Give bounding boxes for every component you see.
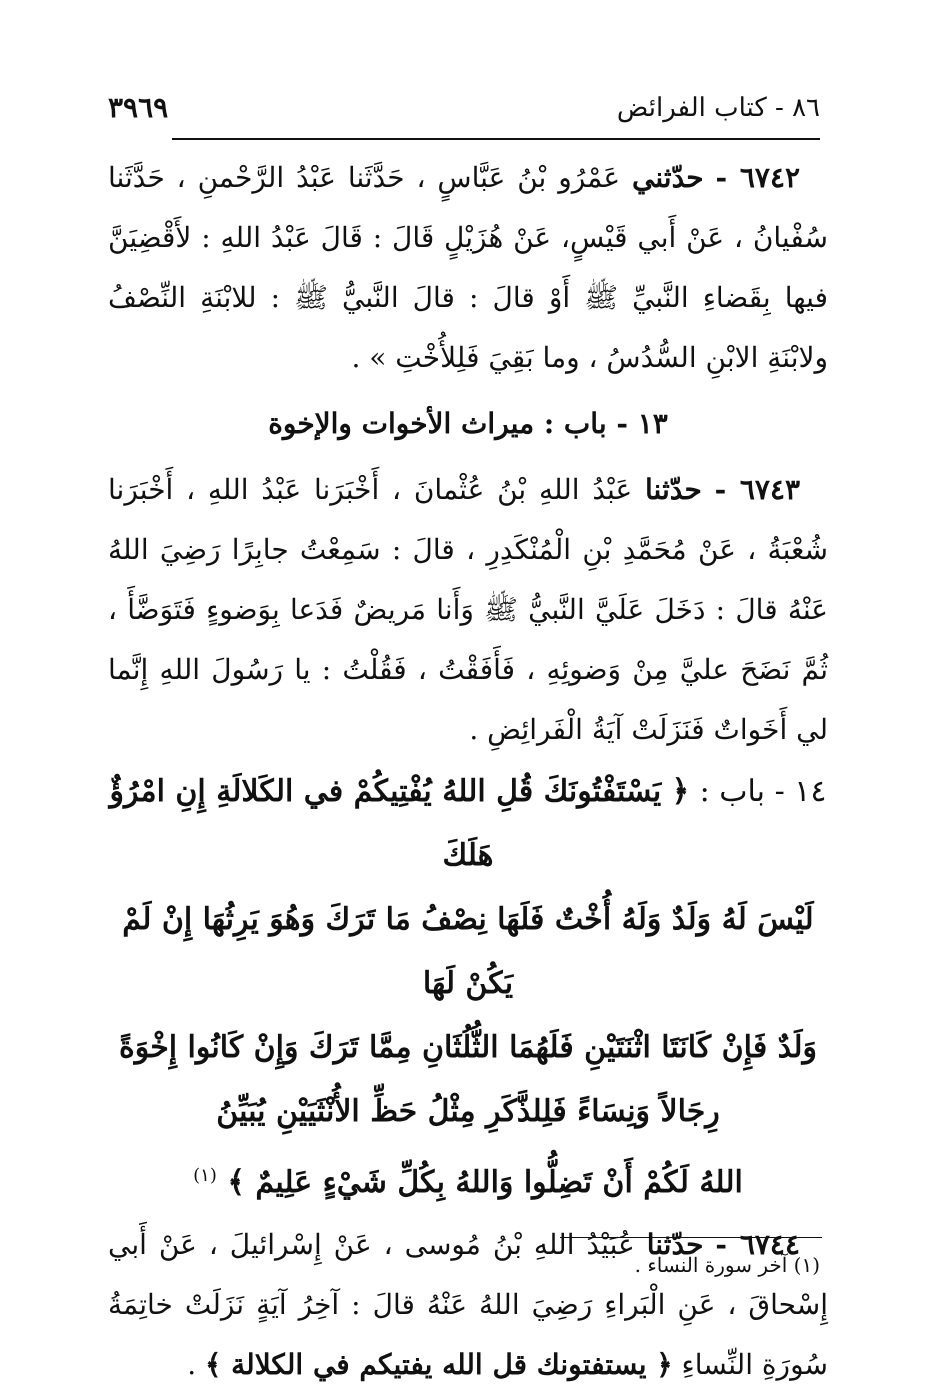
footnote-divider: [560, 1237, 822, 1238]
verse-line: لَيْسَ لَهُ وَلَدٌ وَلَهُ أُخْتٌ فَلَهَا نِصْفُ مَا تَرَكَ وَهُوَ يَرِثُهَا إِنْ لَمْ يَكُنْ لَهَا: [122, 902, 814, 1001]
header-divider: [172, 138, 820, 140]
verse-text: اللهُ لَكُمْ أَنْ تَضِلُّوا وَاللهُ بِكُلِّ شَيْءٍ عَلِيمٌ ﴾: [227, 1165, 743, 1200]
page-header: [108, 88, 820, 128]
hadith-text: عَمْرُو بْنُ عَبَّاسٍ ، حَدَّثَنا عَبْدُ الرَّحْمنِ ، حَدَّثَنا سُفْيانُ ، عَنْ أَبي قَيْسٍ، عَنْ هُزَيْلٍ قَالَ : قَالَ عَبْدُ اللهِ : لأَقْضِيَنَّ فيها بِقَضاءِ النَّبيِّ ﷺ أَوْ قالَ : قالَ النَّبيُّ ﷺ : للابْنَةِ النِّصْفُ ولابْنَةِ الابْنِ السُّدُسُ ، وما بَقِيَ فَلِلأُخْتِ » .: [108, 161, 828, 374]
hadith-lead: حدّثنا: [645, 473, 702, 506]
hadith-text: عَبْدُ اللهِ بْنُ عُثْمانَ ، أَخْبَرَنا عَبْدُ اللهِ ، أَخْبَرَنا شُعْبَةُ ، عَنْ مُحَمَّدِ بْنِ الْمُنْكَدِرِ ، قالَ : سَمِعْتُ جابِرًا رَضِيَ اللهُ عَنْهُ قالَ : دَخَلَ عَلَيَّ النَّبيُّ ﷺ وَأَنا مَريضٌ فَدَعا بِوَضوءٍ فَتَوَضَّأَ ، ثُمَّ نَضَحَ عليَّ مِنْ وَضوئِهِ ، فَأَفَقْتُ ، فَقُلْتُ : يا رَسُولَ اللهِ إِنَّما لي أَخَواتٌ فَنَزَلَتْ آيَةُ الْفَرائِضِ .: [108, 473, 828, 746]
footnote: (١) آخر سورة النساء .: [634, 1253, 820, 1277]
hadith-lead: حدّثنا: [646, 1228, 704, 1261]
hadith-6744: [108, 1215, 828, 1395]
hadith-text: عُبَيْدُ اللهِ بْنُ مُوسى ، عَنْ إِسْرائيلَ ، عَنْ أَبي إِسْحاقَ ، عَنِ الْبَراءِ رَضِيَ اللهُ عَنْهُ قالَ : آخِرُ آيَةٍ نَزَلَتْ خاتِمَةُ سُورَةِ النِّساءِ: [108, 1228, 828, 1381]
hadith-end: .: [187, 1348, 197, 1381]
page-body: [108, 148, 828, 1395]
hadith-6742: [108, 148, 828, 388]
verse-line: [108, 760, 828, 888]
hadith-number: ٦٧٤٣ -: [714, 473, 801, 506]
hadith-6743: [108, 460, 828, 760]
verse-line: وَلَدٌ فَإِنْ كَانَتَا اثْنَتَيْنِ فَلَهُمَا الثُّلُثَانِ مِمَّا تَرَكَ وَإِنْ كَانُوا إِخْوَةً: [119, 1030, 817, 1065]
hadith-number: ٦٧٤٢ -: [715, 161, 801, 194]
verse-line: رِجَالاً وَنِسَاءً فَلِلذَّكَرِ مِثْلُ حَظِّ الأُنْثَيَيْنِ يُبَيِّنُ: [216, 1094, 720, 1129]
footnote-reference: (١): [193, 1165, 217, 1186]
bab-14-label: ١٤ - باب :: [699, 774, 827, 809]
hadith-lead: حدّثني: [631, 161, 704, 194]
chapter-title: ٨٦ - كتاب الفرائض: [616, 93, 820, 123]
hadith-number: ٦٧٤٤ -: [715, 1228, 800, 1261]
quran-quote: ﴿ يستفتونك قل الله يفتيكم في الكلالة ﴾: [205, 1348, 673, 1381]
verse-text: ﴿ يَسْتَفْتُونَكَ قُلِ اللهُ يُفْتِيكُمْ في الكَلالَةِ إِنِ امْرُؤٌ هَلَكَ: [109, 774, 690, 873]
page-number: ٣٩٦٩: [108, 91, 169, 124]
verse-line: [108, 1144, 828, 1215]
bab-14-verse: [108, 760, 828, 1215]
bab-13-heading: ١٣ - باب : ميراث الأخوات والإخوة: [268, 407, 668, 440]
